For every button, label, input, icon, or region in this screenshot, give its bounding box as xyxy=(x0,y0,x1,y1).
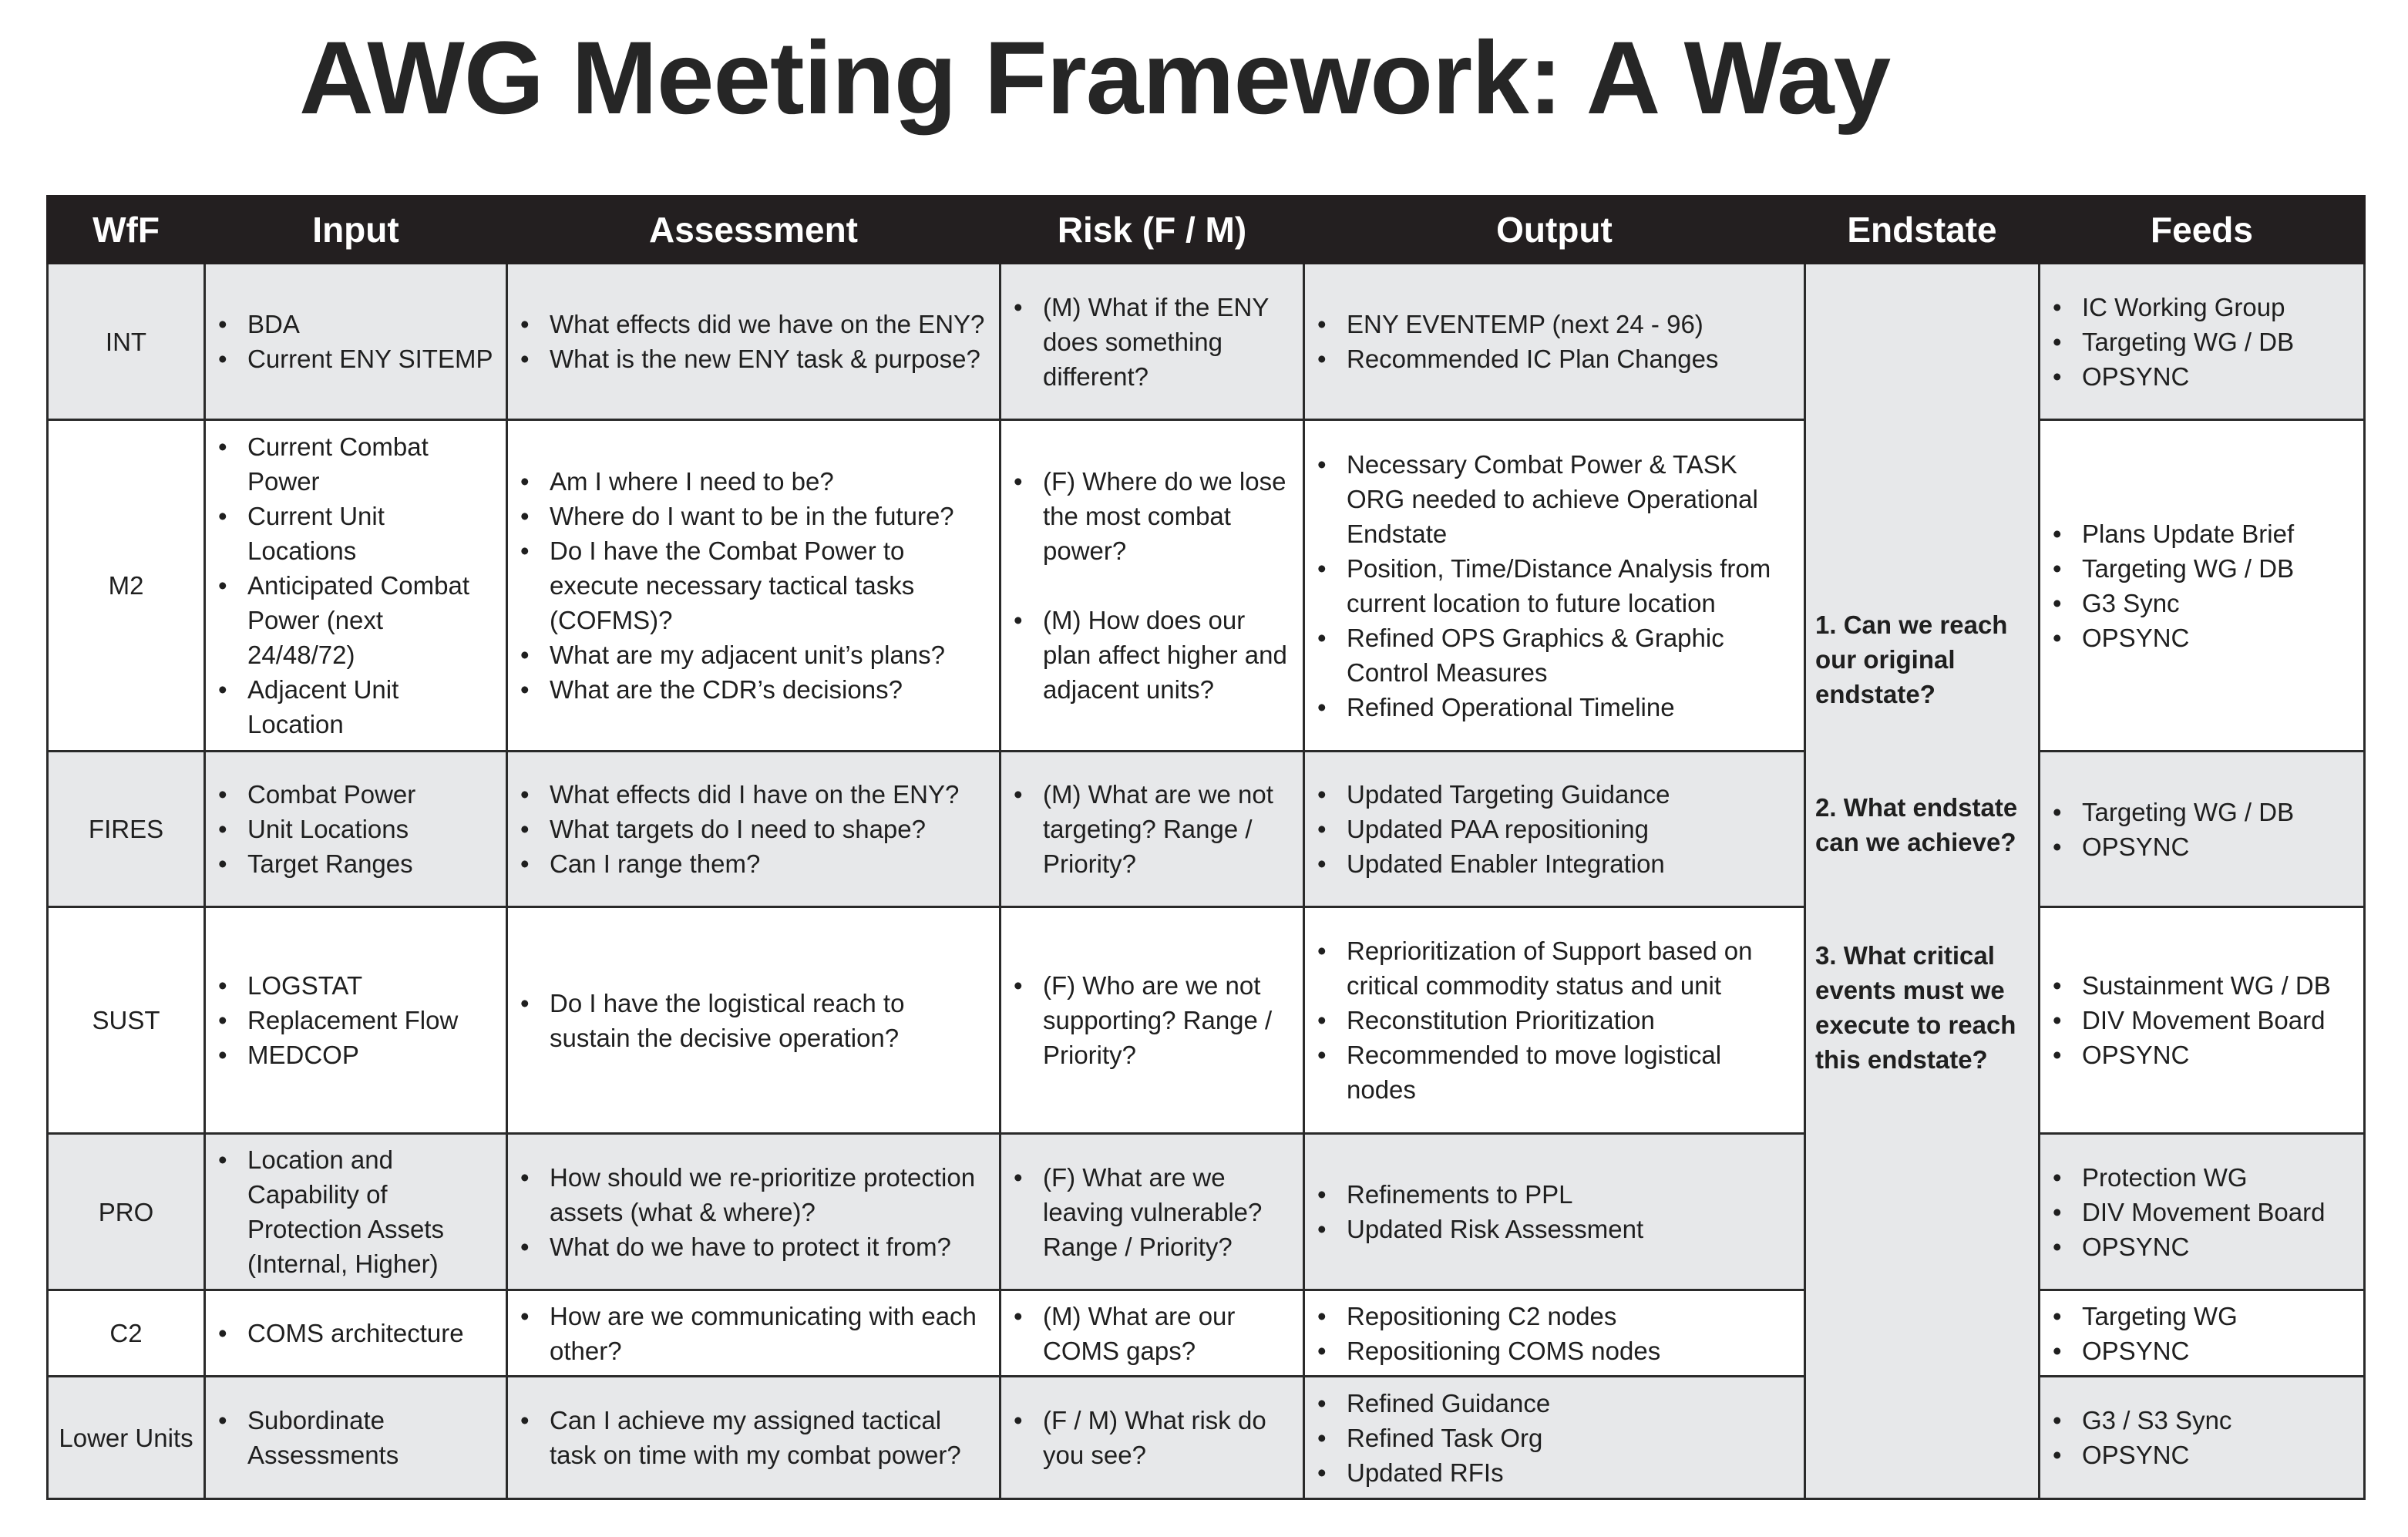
list-item: • Position, Time/Distance Analysis from current location to future location xyxy=(1347,551,1794,621)
assessment-cell xyxy=(507,1134,1001,1290)
list-item: • OPSYNC xyxy=(2082,359,2354,394)
list-item: • Reprioritization of Support based on critical commodity status and unit xyxy=(1347,933,1794,1003)
list-item: • Refined Guidance xyxy=(1347,1386,1794,1421)
list-item: • Can I range them? xyxy=(550,846,990,881)
feeds-cell xyxy=(2040,752,2365,907)
list-item: • Where do I want to be in the future? xyxy=(550,499,990,533)
list-item: • (M) What if the ENY does something different? xyxy=(1043,290,1293,394)
wff-cell: M2 xyxy=(48,420,205,752)
list-item: • Refined Operational Timeline xyxy=(1347,690,1794,725)
list-item: • Sustainment WG / DB xyxy=(2082,968,2354,1003)
wff-cell: PRO xyxy=(48,1134,205,1290)
assessment-cell xyxy=(507,1377,1001,1499)
wff-cell: FIRES xyxy=(48,752,205,907)
list-item: • Current ENY SITEMP xyxy=(247,341,496,376)
list-item: • How should we re-prioritize protection assets (what & where)? xyxy=(550,1160,990,1229)
list-item: • Do I have the logistical reach to sustain the decisive operation? xyxy=(550,986,990,1055)
wff-cell: SUST xyxy=(48,907,205,1134)
output-cell xyxy=(1304,1134,1805,1290)
list-item: • What do we have to protect it from? xyxy=(550,1229,990,1264)
output-cell xyxy=(1304,1377,1805,1499)
list-item: • (M) How does our plan affect higher and adjacent units? xyxy=(1043,603,1293,707)
list-item: • Recommended to move logistical nodes xyxy=(1347,1038,1794,1107)
list-item: • (M) What are we not targeting? Range / Priority? xyxy=(1043,777,1293,881)
list-item: • Plans Update Brief xyxy=(2082,516,2354,551)
list-item: • Refinements to PPL xyxy=(1347,1177,1794,1212)
list-item: • (F) What are we leaving vulnerable? Range / Priority? xyxy=(1043,1160,1293,1264)
endstate-question: 1. Can we reach our original endstate? xyxy=(1815,610,2008,708)
list-item: • DIV Movement Board xyxy=(2082,1195,2354,1229)
list-item: • What effects did we have on the ENY? xyxy=(550,307,990,341)
header-input: Input xyxy=(205,197,507,264)
list-item: • OPSYNC xyxy=(2082,1438,2354,1472)
risk-cell xyxy=(1001,752,1304,907)
list-item: • Target Ranges xyxy=(247,846,496,881)
header-row xyxy=(48,197,2365,264)
framework-table xyxy=(46,195,2366,1500)
page-title: AWG Meeting Framework: A Way xyxy=(299,21,1891,136)
header-endstate: Endstate xyxy=(1805,197,2040,264)
input-cell xyxy=(205,1134,507,1290)
wff-cell: INT xyxy=(48,264,205,420)
header-feeds: Feeds xyxy=(2040,197,2365,264)
risk-cell xyxy=(1001,1290,1304,1377)
assessment-cell xyxy=(507,1290,1001,1377)
list-item: • Current Unit Locations xyxy=(247,499,496,568)
list-item: • Updated PAA repositioning xyxy=(1347,812,1794,846)
list-item: • What targets do I need to shape? xyxy=(550,812,990,846)
input-cell xyxy=(205,907,507,1134)
assessment-cell xyxy=(507,907,1001,1134)
list-item: • Do I have the Combat Power to execute necessary tactical tasks (COFMS)? xyxy=(550,533,990,637)
list-item: • Combat Power xyxy=(247,777,496,812)
assessment-cell xyxy=(507,420,1001,752)
list-item: • Repositioning COMS nodes xyxy=(1347,1334,1794,1368)
list-item: • Targeting WG / DB xyxy=(2082,325,2354,359)
feeds-cell xyxy=(2040,1290,2365,1377)
list-item: • What effects did I have on the ENY? xyxy=(550,777,990,812)
output-cell xyxy=(1304,420,1805,752)
list-item: • Subordinate Assessments xyxy=(247,1403,496,1472)
endstate-question: 3. What critical events must we execute to reach this endstate? xyxy=(1815,940,2016,1074)
list-item: • Can I achieve my assigned tactical task on time with my combat power? xyxy=(550,1403,990,1472)
feeds-cell xyxy=(2040,1377,2365,1499)
risk-cell xyxy=(1001,907,1304,1134)
risk-cell xyxy=(1001,1134,1304,1290)
list-item: • OPSYNC xyxy=(2082,1229,2354,1264)
list-item: • Am I where I need to be? xyxy=(550,464,990,499)
list-item: • Protection WG xyxy=(2082,1160,2354,1195)
list-item: • Refined OPS Graphics & Graphic Control Measures xyxy=(1347,621,1794,690)
header-wff: WfF xyxy=(48,197,205,264)
list-item: • Updated Targeting Guidance xyxy=(1347,777,1794,812)
list-item: • Targeting WG xyxy=(2082,1299,2354,1334)
list-item: • COMS architecture xyxy=(247,1316,496,1350)
list-item: • Replacement Flow xyxy=(247,1003,496,1038)
assessment-cell xyxy=(507,264,1001,420)
list-item: • (F) Who are we not supporting? Range / Priority? xyxy=(1043,968,1293,1072)
list-item: • Anticipated Combat Power (next 24/48/72) xyxy=(247,568,496,672)
list-item: • BDA xyxy=(247,307,496,341)
list-item: • What are my adjacent unit’s plans? xyxy=(550,637,990,672)
output-cell xyxy=(1304,264,1805,420)
input-cell xyxy=(205,1290,507,1377)
table-row xyxy=(48,264,2365,420)
list-item: • Reconstitution Prioritization xyxy=(1347,1003,1794,1038)
list-item: • DIV Movement Board xyxy=(2082,1003,2354,1038)
risk-cell xyxy=(1001,264,1304,420)
feeds-cell xyxy=(2040,1134,2365,1290)
list-item: • Repositioning C2 nodes xyxy=(1347,1299,1794,1334)
list-item: • Updated RFIs xyxy=(1347,1455,1794,1490)
list-item: • G3 Sync xyxy=(2082,586,2354,621)
input-cell xyxy=(205,1377,507,1499)
input-cell xyxy=(205,420,507,752)
risk-cell xyxy=(1001,1377,1304,1499)
list-item: • MEDCOP xyxy=(247,1038,496,1072)
list-item: • OPSYNC xyxy=(2082,829,2354,864)
list-item: • Updated Risk Assessment xyxy=(1347,1212,1794,1246)
list-item: • Current Combat Power xyxy=(247,429,496,499)
list-item: • Recommended IC Plan Changes xyxy=(1347,341,1794,376)
list-item: • (F) Where do we lose the most combat power? xyxy=(1043,464,1293,568)
list-item: • OPSYNC xyxy=(2082,1038,2354,1072)
feeds-cell xyxy=(2040,907,2365,1134)
list-item: • OPSYNC xyxy=(2082,1334,2354,1368)
list-item: • Adjacent Unit Location xyxy=(247,672,496,742)
list-item: • Necessary Combat Power & TASK ORG needed to achieve Operational Endstate xyxy=(1347,447,1794,551)
input-cell xyxy=(205,264,507,420)
endstate-question: 2. What endstate can we achieve? xyxy=(1815,792,2018,856)
header-risk: Risk (F / M) xyxy=(1001,197,1304,264)
list-item: • Updated Enabler Integration xyxy=(1347,846,1794,881)
header-output: Output xyxy=(1304,197,1805,264)
input-cell xyxy=(205,752,507,907)
output-cell xyxy=(1304,907,1805,1134)
list-item: • (F / M) What risk do you see? xyxy=(1043,1403,1293,1472)
header-assessment: Assessment xyxy=(507,197,1001,264)
wff-cell: Lower Units xyxy=(48,1377,205,1499)
list-item: • What are the CDR’s decisions? xyxy=(550,672,990,707)
list-item: • OPSYNC xyxy=(2082,621,2354,655)
list-item: • Refined Task Org xyxy=(1347,1421,1794,1455)
list-item: • What is the new ENY task & purpose? xyxy=(550,341,990,376)
list-item: • G3 / S3 Sync xyxy=(2082,1403,2354,1438)
list-item: • LOGSTAT xyxy=(247,968,496,1003)
wff-cell: C2 xyxy=(48,1290,205,1377)
risk-cell xyxy=(1001,420,1304,752)
list-item: • Location and Capability of Protection Assets (Internal, Higher) xyxy=(247,1142,496,1281)
assessment-cell xyxy=(507,752,1001,907)
list-item: • How are we communicating with each other? xyxy=(550,1299,990,1368)
list-item: • Targeting WG / DB xyxy=(2082,551,2354,586)
list-item: • Targeting WG / DB xyxy=(2082,795,2354,829)
output-cell xyxy=(1304,752,1805,907)
list-item: • (M) What are our COMS gaps? xyxy=(1043,1299,1293,1368)
feeds-cell xyxy=(2040,264,2365,420)
endstate-cell xyxy=(1805,264,2040,1499)
feeds-cell xyxy=(2040,420,2365,752)
list-item: • ENY EVENTEMP (next 24 - 96) xyxy=(1347,307,1794,341)
list-item: • Unit Locations xyxy=(247,812,496,846)
output-cell xyxy=(1304,1290,1805,1377)
list-item: • IC Working Group xyxy=(2082,290,2354,325)
